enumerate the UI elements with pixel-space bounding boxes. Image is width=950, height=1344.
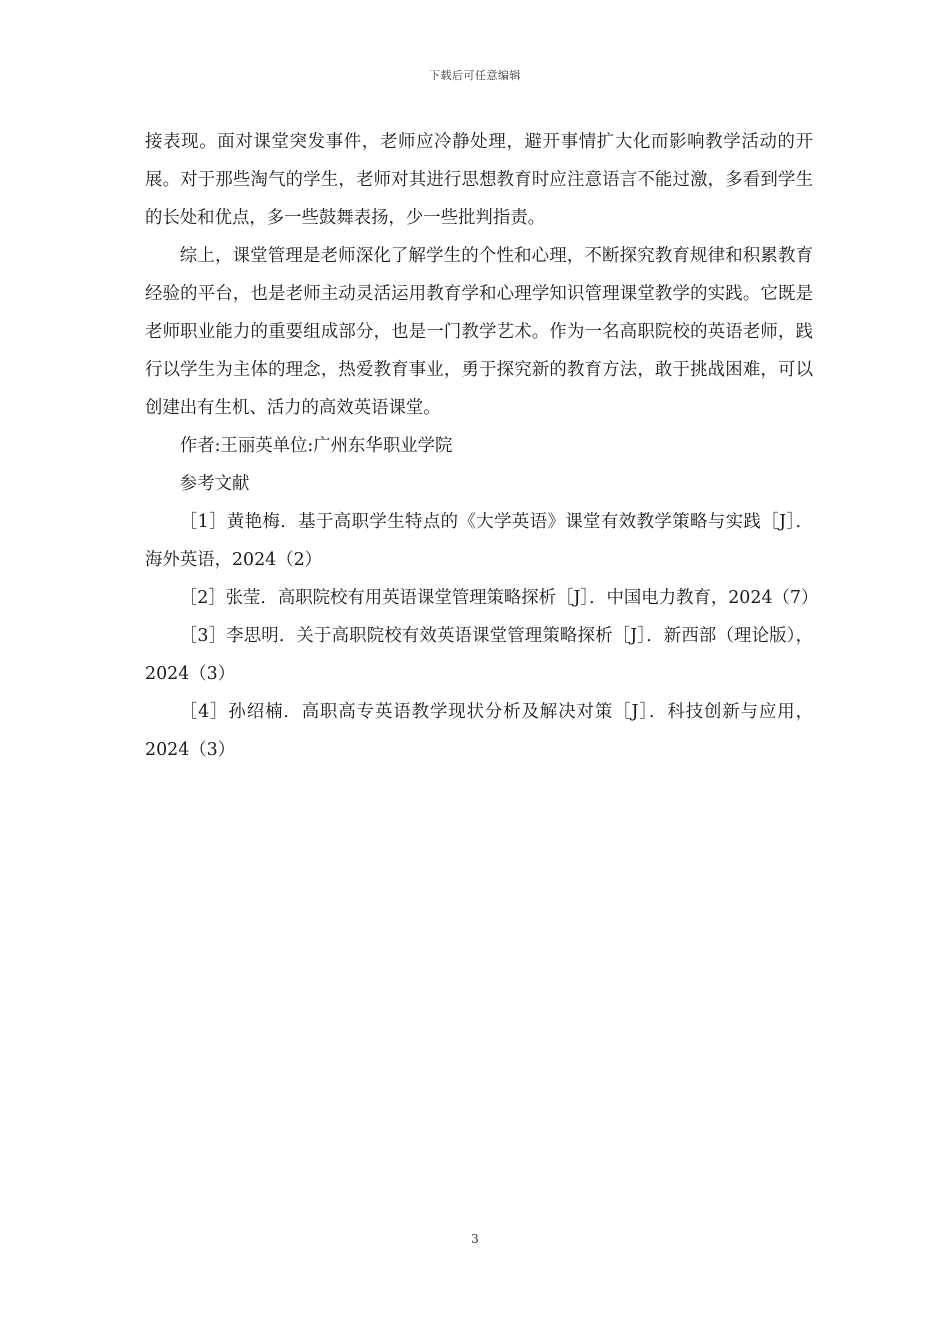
reference-item-4: ［4］孙绍楠．高职高专英语教学现状分析及解决对策［J］．科技创新与应用，2024（3）: [145, 702, 813, 760]
body-paragraph-conclusion: 综上，课堂管理是老师深化了解学生的个性和心理，不断探究教育规律和积累教育经验的平台，也是老师主动灵活运用教育学和心理学知识管理课堂教学的实践。它既是老师职业能力的重要组成部分，也是一门教学艺术。作为一名高职院校的英语老师，践行以学生为主体的理念，热爱教育事业，勇于探究新的教育方法，敢于挑战困难，可以创建出有生机、活力的高效英语课堂。: [145, 246, 813, 418]
body-paragraph-continued: 接表现。面对课堂突发事件，老师应冷静处理，避开事情扩大化而影响教学活动的开展。对于那些淘气的学生，老师对其进行思想教育时应注意语言不能过激，多看到学生的长处和优点，多一些鼓舞表扬，少一些批判指责。: [145, 132, 813, 228]
reference-item-2: ［2］张莹．高职院校有用英语课堂管理策略探析［J］．中国电力教育，2024（7）: [179, 588, 819, 608]
document-body: [145, 123, 819, 769]
references-title: 参考文献: [179, 474, 250, 494]
page-header: 下载后可任意编辑: [429, 69, 521, 82]
page-number: 3: [471, 1232, 479, 1246]
reference-item-3: ［3］李思明．关于高职院校有效英语课堂管理策略探析［J］．新西部（理论版），2024（3）: [145, 626, 813, 684]
reference-item-1: ［1］黄艳梅．基于高职学生特点的《大学英语》课堂有效教学策略与实践［J］．海外英语，2024（2）: [145, 512, 813, 570]
author-line: 作者:王丽英单位:广州东华职业学院: [179, 436, 453, 456]
